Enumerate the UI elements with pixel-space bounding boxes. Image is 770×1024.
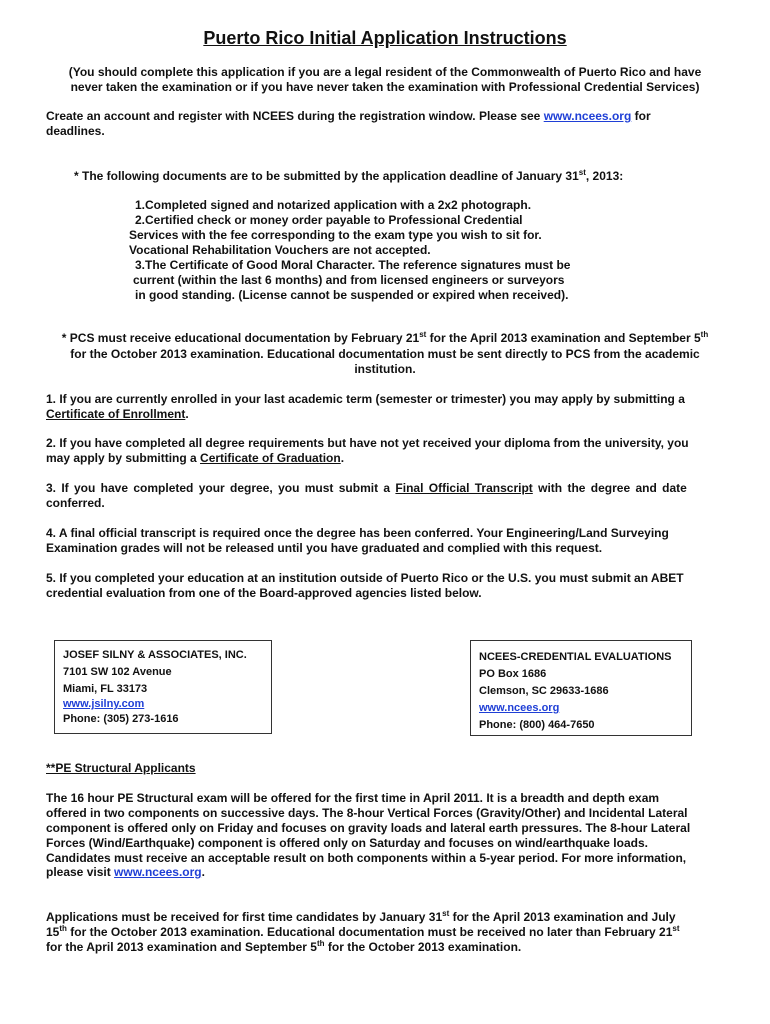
item-4-line-1: 4. A final official transcript is required once the degree has been conferred. Your Engineering/Land Surveying bbox=[46, 526, 669, 540]
ncees-link[interactable]: www.ncees.org bbox=[543, 109, 632, 123]
structural-line-3: component is offered only on Friday and focuses on gravity loads and lateral earth pressures. The 8-hour Lateral bbox=[46, 821, 691, 835]
agency-2-address: PO Box 1686 bbox=[479, 668, 547, 680]
item-3-line-2: conferred. bbox=[46, 496, 105, 510]
final-line-2 bbox=[46, 925, 680, 940]
deadline-text: * The following documents are to be submitted by the application deadline of January 31 bbox=[74, 169, 579, 183]
item-2-text: may apply by submitting a bbox=[46, 451, 201, 465]
item-1-line-1: 1. If you are currently enrolled in your last academic term (semester or trimester) you may apply by submitting a bbox=[46, 392, 685, 406]
structural-ncees-link[interactable]: www.ncees.org bbox=[114, 865, 202, 879]
register-after: for bbox=[634, 109, 651, 123]
pcs-line-2: for the October 2013 examination. Educational documentation must be sent directly to PCS from the academic bbox=[70, 347, 700, 361]
agency-box-ncees bbox=[470, 640, 692, 736]
pcs-line-1 bbox=[0, 331, 770, 346]
register-line-2: deadlines. bbox=[46, 124, 105, 138]
pcs-text-b: for the April 2013 examination and September 5 bbox=[426, 331, 701, 345]
agency-2-website[interactable]: www.ncees.org bbox=[479, 702, 560, 714]
intro-line-2: never taken the examination or if you have never taken the examination with Professional Credential Services) bbox=[70, 80, 700, 94]
final-text-b: for the April 2013 examination and July bbox=[449, 910, 676, 924]
final-official-transcript: Final Official Transcript bbox=[395, 481, 533, 495]
agency-2-phone: Phone: (800) 464-7650 bbox=[479, 719, 595, 731]
structural-line-4: Forces (Wind/Earthquake) component is offered only on Saturday and focuses on wind/earthquake loads. bbox=[46, 836, 648, 850]
pcs-sup-2: th bbox=[700, 330, 709, 339]
pcs-line-3: institution. bbox=[354, 362, 416, 376]
agency-1-website[interactable]: www.jsilny.com bbox=[63, 698, 145, 710]
agency-1-phone: Phone: (305) 273-1616 bbox=[63, 713, 179, 725]
page-title: Puerto Rico Initial Application Instructions bbox=[203, 28, 567, 48]
item-2-line-1: 2. If you have completed all degree requirements but have not yet received your diploma from the university, you bbox=[46, 436, 689, 450]
structural-line-2: offered in two components on successive days. The 8-hour Vertical Forces (Gravity/Other) and Incidental Lateral bbox=[46, 806, 688, 820]
pcs-sup-1: st bbox=[419, 330, 427, 339]
item-5-line-2: credential evaluation from one of the Board-approved agencies listed below. bbox=[46, 586, 482, 600]
item-1-line-2 bbox=[46, 407, 189, 422]
item-3-line-1 bbox=[46, 481, 687, 496]
final-sup-2: th bbox=[59, 924, 67, 933]
document-item-3-cont: current (within the last 6 months) and from licensed engineers or surveyors bbox=[133, 273, 565, 287]
structural-line-5: Candidates must receive an acceptable result on both components within a 5-year period. For more information, bbox=[46, 851, 687, 865]
item-2-line-2 bbox=[46, 451, 344, 466]
register-paragraph bbox=[46, 109, 651, 124]
final-text-c: 15 bbox=[46, 925, 60, 939]
agency-2-name: NCEES-CREDENTIAL EVALUATIONS bbox=[479, 651, 672, 663]
agency-1-city: Miami, FL 33173 bbox=[63, 683, 148, 695]
item-5-line-1: 5. If you completed your education at an institution outside of Puerto Rico or the U.S. you must submit an ABET bbox=[46, 571, 684, 585]
item-4-line-2: Examination grades will not be released until you have graduated and complied with this request. bbox=[46, 541, 603, 555]
item-3-text-b: with the degree and date bbox=[532, 481, 687, 495]
document-item-3-end: in good standing. (License cannot be suspended or expired when received). bbox=[135, 288, 569, 302]
structural-line-6 bbox=[46, 865, 205, 880]
structural-end: . bbox=[201, 865, 205, 879]
final-sup-3: st bbox=[672, 924, 680, 933]
agency-1-name: JOSEF SILNY & ASSOCIATES, INC. bbox=[63, 649, 247, 661]
agency-box-josef-silny bbox=[54, 640, 272, 734]
agency-1-address: 7101 SW 102 Avenue bbox=[63, 666, 172, 678]
final-text-f: for the October 2013 examination. bbox=[324, 940, 522, 954]
agency-2-city: Clemson, SC 29633-1686 bbox=[479, 685, 609, 697]
intro-line-1: (You should complete this application if you are a legal resident of the Commonwealth of Puerto Rico and have bbox=[68, 65, 702, 79]
document-item-1: 1.Completed signed and notarized application with a 2x2 photograph. bbox=[135, 198, 532, 212]
final-text-d: for the October 2013 examination. Educational documentation must be received no later than February 21 bbox=[66, 925, 673, 939]
final-sup-1: st bbox=[442, 909, 450, 918]
item-2-end: . bbox=[340, 451, 345, 465]
final-text-a: Applications must be received for first time candidates by January 31 bbox=[46, 910, 443, 924]
deadline-line bbox=[74, 169, 623, 184]
structural-heading: **PE Structural Applicants bbox=[46, 761, 196, 775]
item-1-end: . bbox=[185, 407, 189, 421]
register-text: Create an account and register with NCEES during the registration window. Please see bbox=[46, 109, 541, 123]
structural-line-1: The 16 hour PE Structural exam will be offered for the first time in April 2011. It is a breadth and depth exam bbox=[46, 791, 660, 805]
certificate-of-graduation: Certificate of Graduation bbox=[200, 451, 341, 465]
document-item-2: 2.Certified check or money order payable to Professional Credential bbox=[135, 213, 523, 227]
deadline-year: , 2013: bbox=[585, 169, 624, 183]
final-text-e: for the April 2013 examination and September 5 bbox=[46, 940, 317, 954]
document-item-3: 3.The Certificate of Good Moral Character. The reference signatures must be bbox=[135, 258, 571, 272]
final-line-1 bbox=[46, 910, 676, 925]
final-sup-4: th bbox=[316, 939, 325, 948]
item-3-text: 3. If you have completed your degree, you must submit a bbox=[46, 481, 396, 495]
document-item-2-note: Vocational Rehabilitation Vouchers are not accepted. bbox=[129, 243, 431, 257]
structural-visit-text: please visit bbox=[46, 865, 115, 879]
certificate-of-enrollment: Certificate of Enrollment bbox=[46, 407, 186, 421]
final-line-3 bbox=[46, 940, 521, 955]
pcs-text-a: * PCS must receive educational documentation by February 21 bbox=[61, 331, 420, 345]
document-item-2-cont: Services with the fee corresponding to the exam type you wish to sit for. bbox=[129, 228, 542, 242]
deadline-sup: st bbox=[578, 168, 586, 177]
